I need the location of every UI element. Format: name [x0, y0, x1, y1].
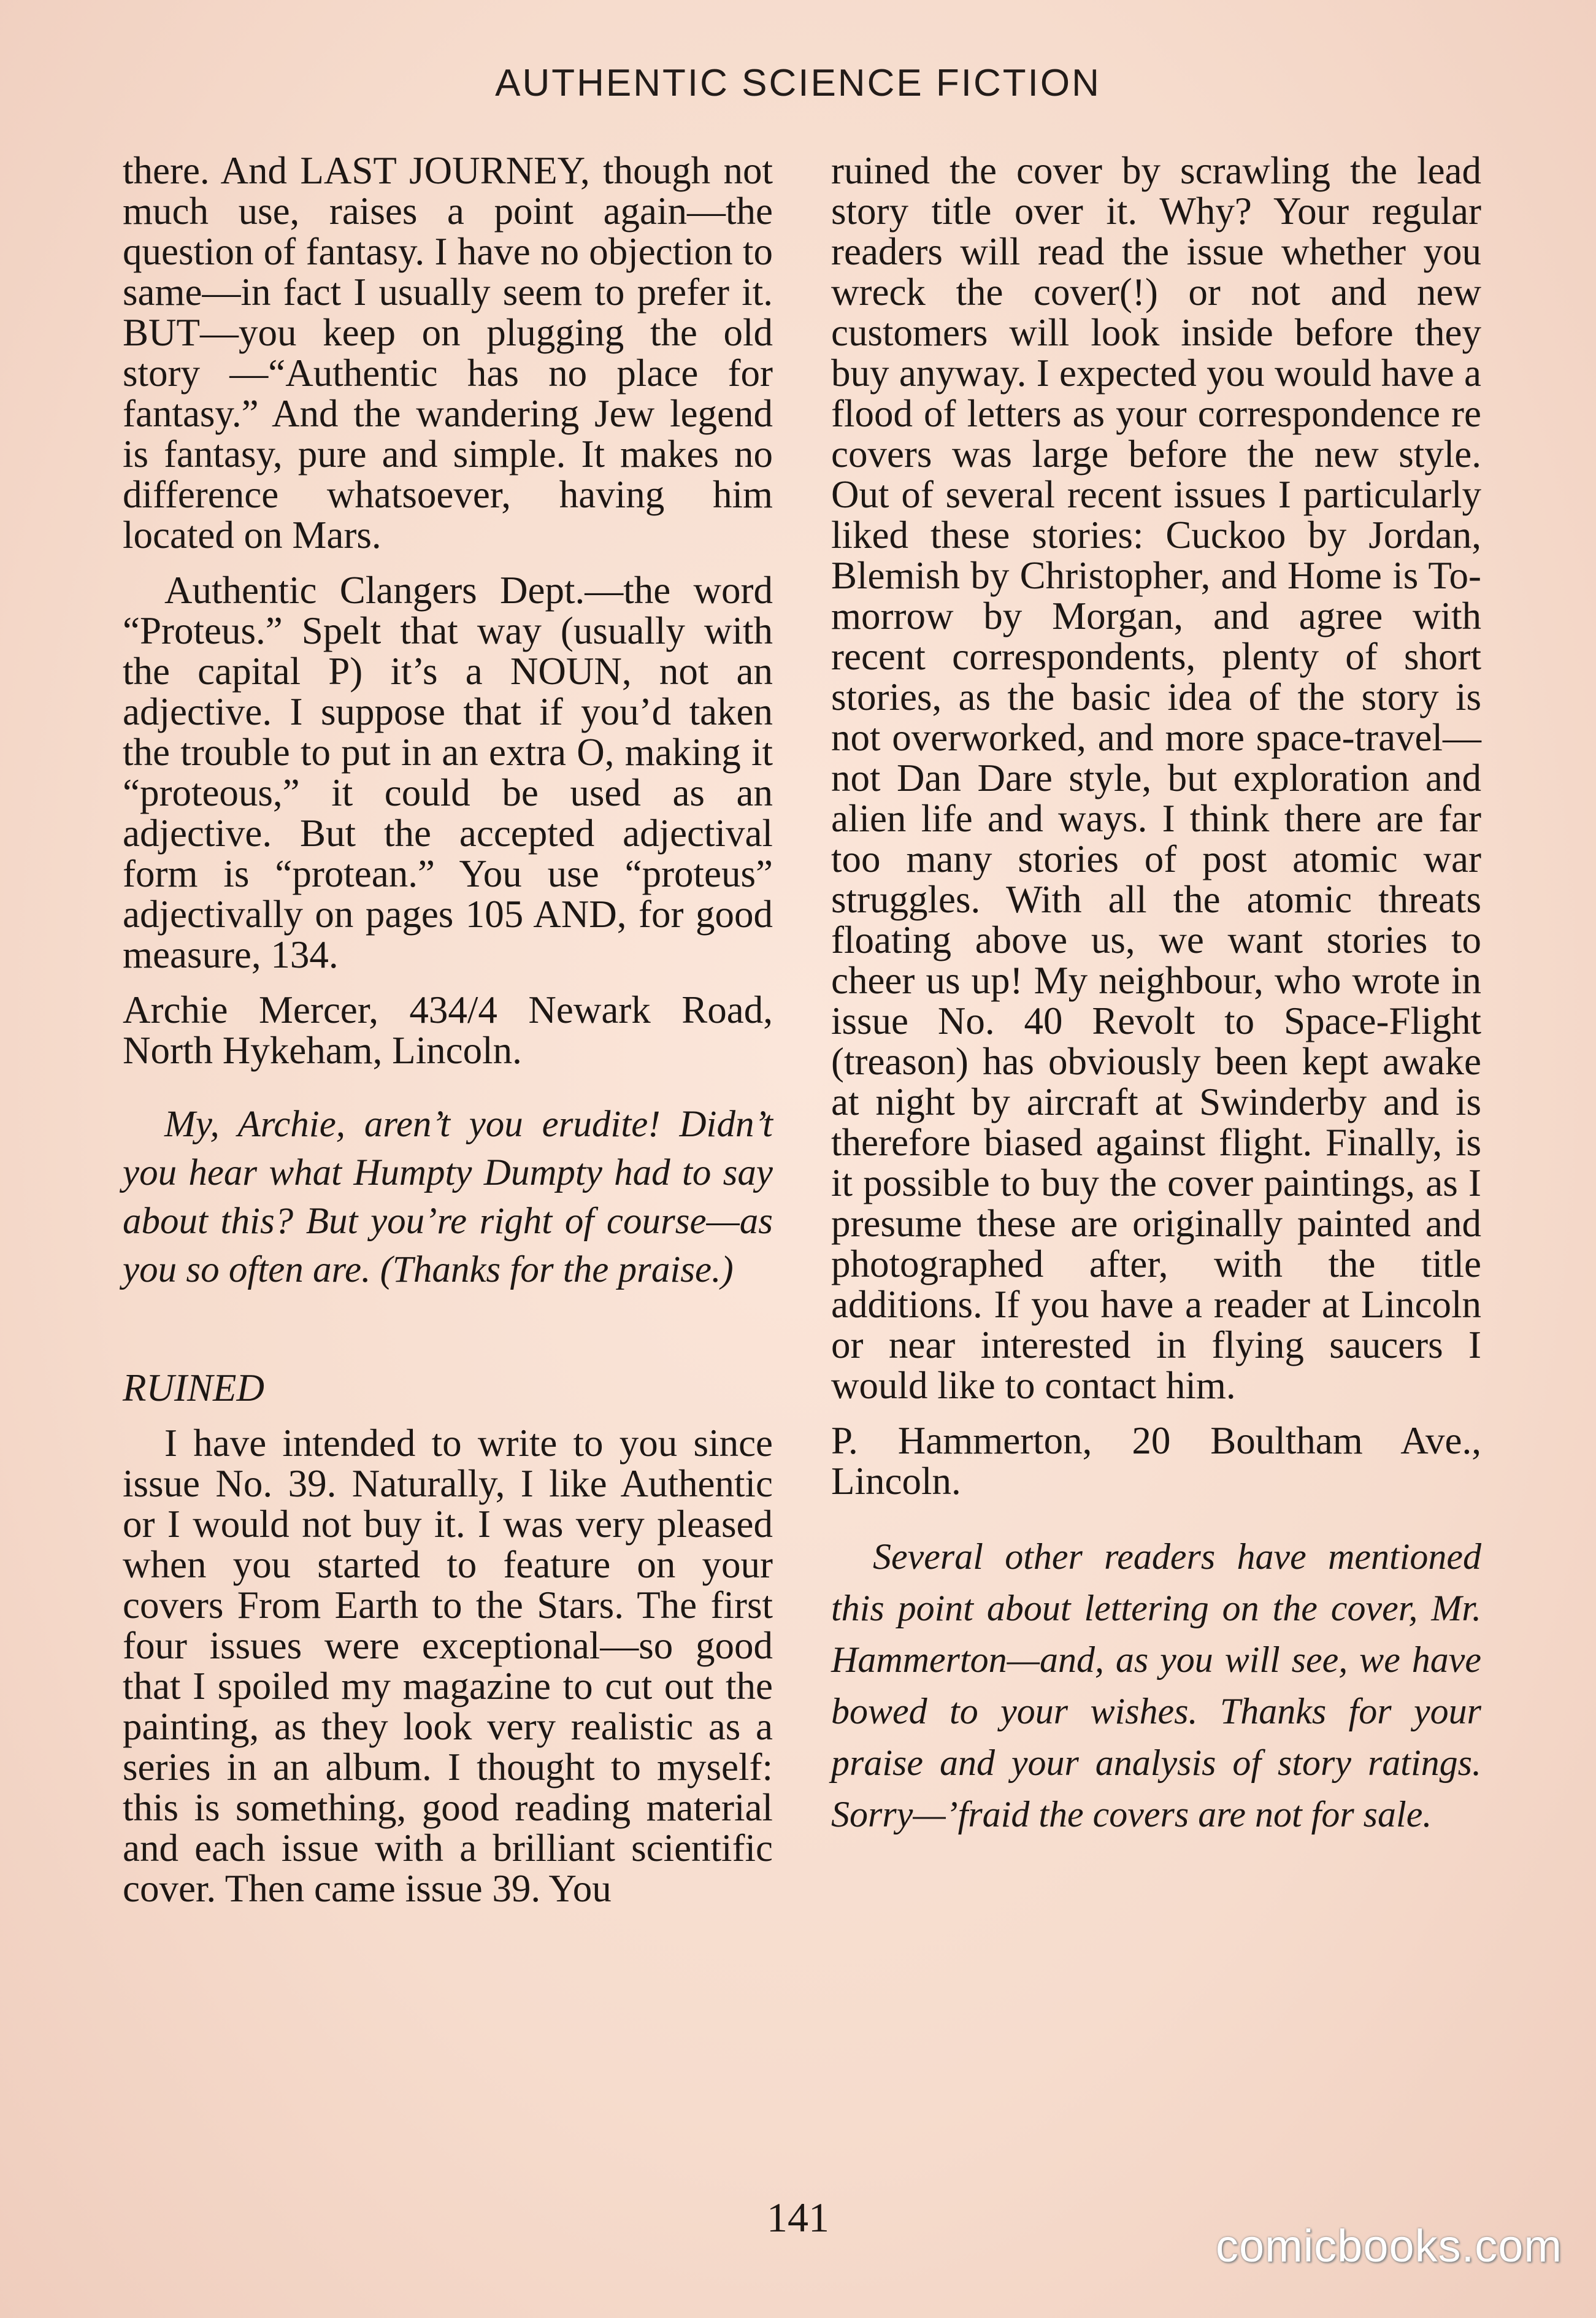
- page-number: 141: [767, 2194, 829, 2241]
- left-paragraph-1: there. And LAST JOURNEY, though not much use, raises a point again—the question of fantasy. I have no objection to same—in fact I usually seem to prefer it. BUT—you keep on plugging the old story —“Authentic has no place for fantasy.” And the wandering Jew legend is fantasy, pure and simple. It makes no difference whatsoever, having him located on Mars.: [123, 149, 773, 556]
- right-paragraph-1: ruined the cover by scrawling the lead story title over it. Why? Your regular readers will read the issue whether you wreck the cover(!) or not and new customers will look inside before they buy anyway. I expected you would have a flood of letters as your correspondence re covers was large before the new style. Out of several recent issues I particularly liked these stories: Cuckoo by Jordan, Blemish by Christopher, and Home is Tomorrow by Morgan, and agree with recent correspondents, plenty of short stories, as the basic idea of the story is not overworked, and more space-travel—not Dan Dare style, but exploration and alien life and ways. I think there are far too many stories of post atomic war struggles. With all the atomic threats floating above us, we want stories to cheer us up! My neighbour, who wrote in issue No. 40 Revolt to Space-Flight (treason) has obviously been kept awake at night by aircraft at Swinderby and is therefore biased against flight. Finally, is it possible to buy the cover paintings, as I presume these are originally painted and photographed after, with the title additions. If you have a reader at Lincoln or near interested in flying saucers I would like to contact him.: [831, 149, 1481, 1407]
- left-paragraph-2: Authentic Clangers Dept.—the word “Proteus.” Spelt that way (usually with the capital P) it’s a NOUN, not an adjective. I suppose that if you’d taken the trouble to put in an extra O, making it “proteous,” it could be used as an adjective. But the accepted adjectival form is “protean.” You use “proteus” adjectivally on pages 105 AND, for good measure, 134.: [123, 569, 773, 976]
- running-head: AUTHENTIC SCIENCE FICTION: [495, 62, 1101, 104]
- editor-reply-hammerton: Several other readers have mentioned this point about lettering on the cover, Mr. Hammerton—and, as you will see, we have bowed to your wishes. Thanks for your praise and your analysis of story ratings. Sorry—’fraid the covers are not for sale.: [831, 1536, 1481, 1835]
- letter-signature-mercer: Archie Mercer, 434/4 Newark Road, North Hykeham, Lincoln.: [123, 988, 773, 1072]
- right-column: [831, 150, 1481, 1840]
- editor-reply-mercer: My, Archie, aren’t you erudite! Didn’t you hear what Humpty Dumpty had to say about this? But you’re right of course—as you so often are. (Thanks for the praise.): [123, 1104, 773, 1290]
- section-heading-ruined: RUINED: [123, 1366, 264, 1409]
- letter-signature-hammerton: P. Hammerton, 20 Boultham Ave., Lincoln.: [831, 1419, 1481, 1503]
- left-column: [123, 150, 773, 1909]
- left-paragraph-3: I have intended to write to you since issue No. 39. Naturally, I like Authentic or I would not buy it. I was very pleased when you started to feature on your covers From Earth to the Stars. The first four issues were exceptional—so good that I spoiled my magazine to cut out the painting, as they look very realistic as a series in an album. I thought to myself: this is something, good reading material and each issue with a brilliant scientific cover. Then came issue 39. You: [123, 1422, 773, 1910]
- watermark: comicbooks.com: [1215, 2220, 1562, 2271]
